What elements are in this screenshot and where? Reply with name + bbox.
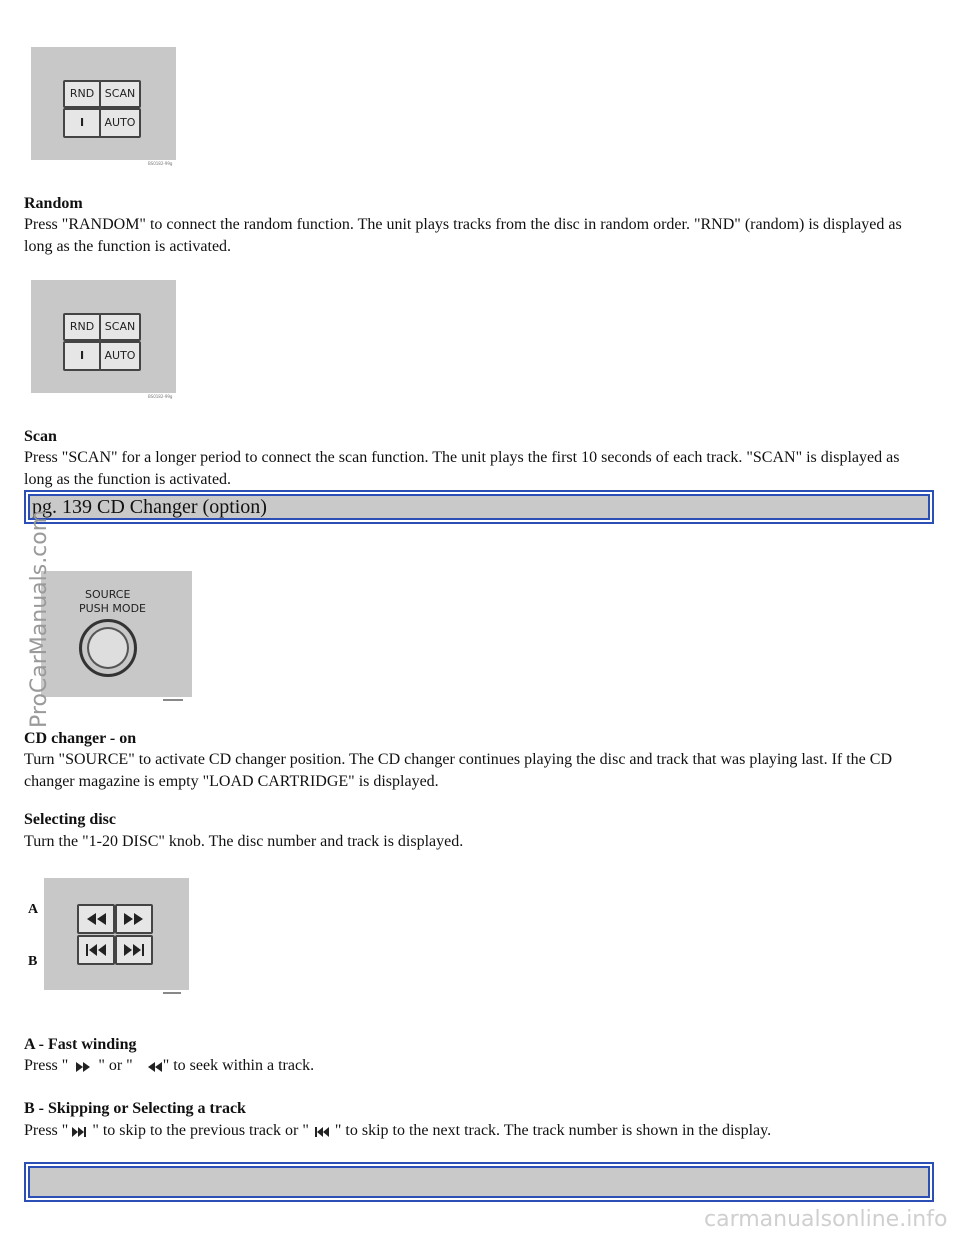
skip-tail-text: " to skip to the next track. The track number is shown in the display.	[334, 1122, 772, 1139]
skip-previous-button-illustration	[77, 935, 115, 965]
watermark-left: ProCarManuals.com	[27, 509, 52, 728]
fast-tail-text: " to seek within a track.	[162, 1057, 315, 1074]
section-banner	[24, 490, 934, 524]
figure-caption: BS0182-99g	[148, 161, 173, 166]
rewind-icon	[84, 912, 108, 926]
rnd-button-illustration: RND	[63, 80, 101, 108]
tp-button-illustration: I	[63, 341, 101, 371]
scan-button-illustration: SCAN	[99, 80, 141, 108]
fast-winding-body	[24, 1055, 904, 1077]
scan-body: Press "SCAN" for a longer period to connect the scan function. The unit plays the first 10 seconds of each track. "SCAN" is displayed as long as the function is activated.	[24, 449, 900, 488]
skip-previous-icon	[84, 943, 108, 957]
fast-forward-icon	[68, 1060, 98, 1072]
auto-button-illustration: AUTO	[99, 341, 141, 371]
cd-changer-on-heading: CD changer - on	[24, 730, 137, 747]
figure-label-b: B	[28, 954, 38, 969]
tp-button-illustration: I	[63, 108, 101, 138]
source-knob-illustration	[79, 619, 137, 677]
skip-next-button-illustration	[115, 935, 153, 965]
skipping-body	[24, 1120, 924, 1142]
figure-mark	[163, 699, 183, 701]
fast-press-text: Press "	[24, 1057, 69, 1074]
selecting-disc-heading: Selecting disc	[24, 811, 116, 828]
rnd-button-illustration: RND	[63, 313, 101, 341]
section-title: pg. 139 CD Changer (option)	[32, 496, 267, 518]
auto-button-illustration: AUTO	[99, 108, 141, 138]
selecting-disc-body: Turn the "1-20 DISC" knob. The disc number and track is displayed.	[24, 833, 464, 850]
skip-previous-icon	[309, 1125, 335, 1137]
rewind-icon	[133, 1060, 163, 1072]
skip-next-icon	[68, 1125, 92, 1137]
skip-next-icon	[122, 943, 146, 957]
skip-mid-text: " to skip to the previous track or "	[92, 1122, 309, 1139]
random-body: Press "RANDOM" to connect the random function. The unit plays tracks from the disc in random order. "RND" (random) is displayed as long as the function is activated.	[24, 216, 902, 255]
figure-caption: BS0182-99g	[148, 394, 173, 399]
scan-button-illustration: SCAN	[99, 313, 141, 341]
skip-press-text: Press "	[24, 1122, 69, 1139]
fast-forward-icon	[122, 912, 146, 926]
figure-mark	[163, 992, 181, 994]
bottom-banner	[24, 1162, 934, 1202]
cd-changer-on-body: Turn "SOURCE" to activate CD changer position. The CD changer continues playing the disc and track that was playing last. If the CD changer magazine is empty "LOAD CARTRIDGE" is displayed.	[24, 751, 893, 790]
fast-or-text: " or "	[98, 1057, 133, 1074]
source-label: SOURCE	[85, 588, 131, 601]
skipping-heading: B - Skipping or Selecting a track	[24, 1100, 246, 1117]
scan-heading: Scan	[24, 428, 57, 445]
watermark-bottom: carmanualsonline.info	[704, 1207, 948, 1232]
random-panel-figure	[31, 47, 176, 160]
random-heading: Random	[24, 195, 83, 212]
source-knob-figure	[41, 571, 192, 697]
scan-panel-figure	[31, 280, 176, 393]
seek-skip-figure	[44, 878, 189, 990]
push-mode-label: PUSH MODE	[79, 602, 147, 615]
figure-label-a: A	[28, 902, 39, 917]
fast-winding-heading: A - Fast winding	[24, 1036, 137, 1053]
rewind-button-illustration	[77, 904, 115, 934]
fast-forward-button-illustration	[115, 904, 153, 934]
